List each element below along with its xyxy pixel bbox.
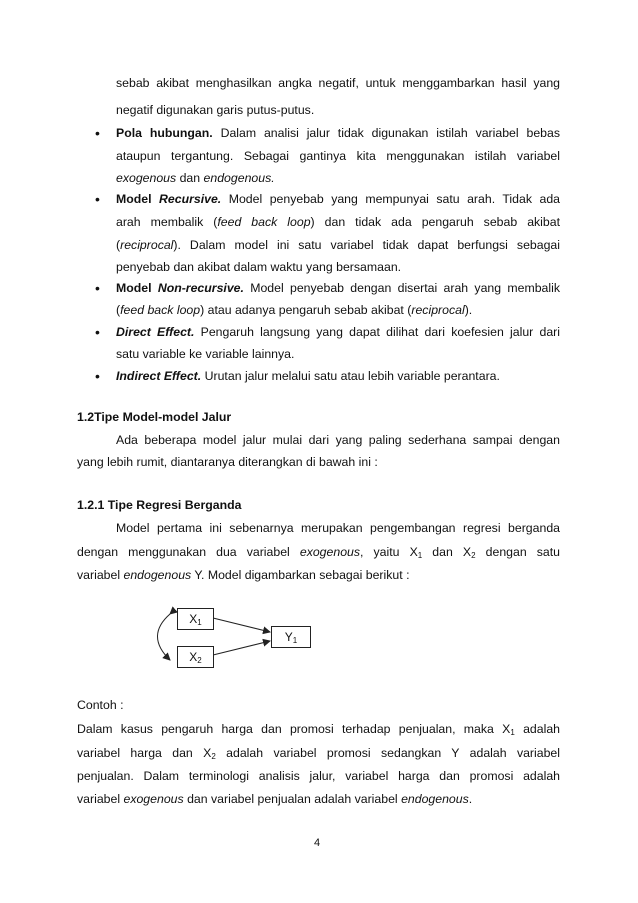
bullet-nonrecursive-line2: (feed back loop) atau adanya pengaruh sebab akibat (reciprocal). [116,303,473,317]
arrow-x1-y1 [213,618,270,632]
paragraph-line: variabel endogenous Y. Model digambarkan sebagai berikut : [77,568,410,582]
bullet-pola-line1: Pola hubungan. Dalam analisi jalur tidak digunakan istilah variabel bebas [116,126,560,140]
paragraph-line: sebab akibat menghasilkan angka negatif, untuk menggambarkan hasil yang [116,76,560,90]
paragraph-heading: Contoh : [77,698,124,712]
bullet-icon: • [95,191,100,207]
bullet-direct-line2: satu variable ke variable lainnya. [116,347,295,361]
paragraph-line: dengan menggunakan dua variabel exogenous, yaitu $X_1$ dan $X_2$ dengan satu [77,545,560,560]
paragraph-line: Ada beberapa model jalur mulai dari yang paling sederhana sampai dengan [116,433,560,447]
paragraph-line: variabel exogenous dan variabel penjualan adalah variabel endogenous. [77,792,473,806]
correlation-arc [158,614,171,660]
bullet-icon: • [95,125,100,141]
bullet-recursive-line3: (reciprocal). Dalam model ini satu variabel tidak dapat berfungsi sebagai [116,238,560,252]
bullet-icon: • [95,280,100,296]
bullet-direct-line1: Direct Effect. Pengaruh langsung yang dapat dilihat dari koefesien jalur dari [116,325,560,339]
node-y1: $Y_1$ [271,626,311,648]
bullet-recursive-line2: arah membalik (feed back loop) dan tidak ada pengaruh sebab akibat [116,215,560,229]
paragraph-line: variabel harga dan $X_2$ adalah variabel promosi sedangkan Y adalah variabel [77,746,560,761]
node-x2: $X_2$ [177,646,214,668]
arrow-x2-y1 [213,641,270,655]
bullet-nonrecursive-line1: Model Non-recursive. Model penyebab dengan disertai arah yang membalik [116,281,560,295]
bullet-recursive-line1: Model Recursive. Model penyebab yang mempunyai satu arah. Tidak ada [116,192,560,206]
bullet-icon: • [95,324,100,340]
bullet-pola-line2: ataupun tergantung. Sebagai gantinya kita menggunakan istilah variabel [116,149,560,163]
bullet-icon: • [95,368,100,384]
paragraph-line: negatif digunakan garis putus-putus. [116,103,315,117]
bullet-pola-line3: exogenous dan endogenous. [116,171,275,185]
paragraph-line: yang lebih rumit, diantaranya diterangkan di bawah ini : [77,455,378,469]
paragraph-line: Dalam kasus pengaruh harga dan promosi terhadap penjualan, maka $X_1$ adalah [77,722,560,737]
page-number: 4 [314,837,321,849]
node-x1: $X_1$ [177,608,214,630]
section-heading: 1.2Tipe Model-model Jalur [77,410,232,424]
paragraph-line: Model pertama ini sebenarnya merupakan pengembangan regresi berganda [116,521,560,535]
paragraph-line: penjualan. Dalam terminologi analisis jalur, variabel harga dan promosi adalah [77,769,560,783]
bullet-recursive-line4: penyebab dan akibat dalam waktu yang bersamaan. [116,260,402,274]
bullet-indirect-line1: Indirect Effect. Urutan jalur melalui satu atau lebih variable perantara. [116,369,500,383]
subsection-heading: 1.2.1 Tipe Regresi Berganda [77,498,242,512]
